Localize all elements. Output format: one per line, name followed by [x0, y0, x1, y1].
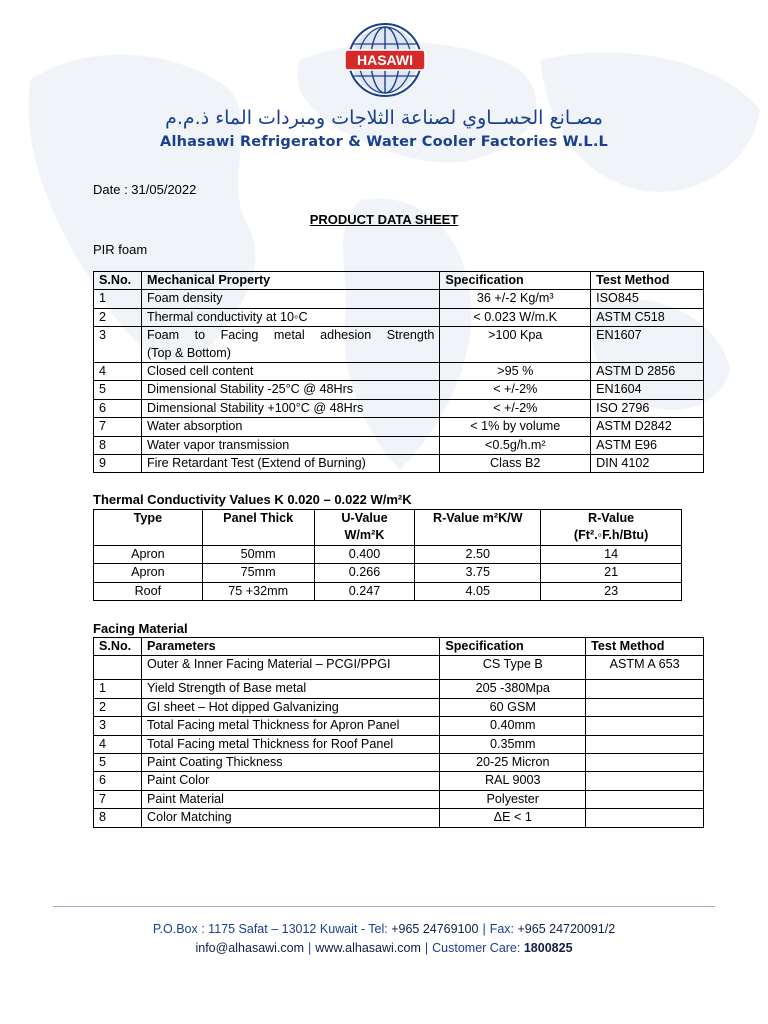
- cell-r: 2.50: [415, 545, 541, 563]
- table-row: [94, 327, 704, 363]
- cell-no: [94, 656, 142, 680]
- footer-separator: |: [424, 941, 429, 955]
- cell-property: Water vapor transmission: [141, 436, 439, 454]
- col-header: R-Value m²K/W: [415, 510, 541, 546]
- table-row: [94, 381, 704, 399]
- table-row: [94, 772, 704, 790]
- cell-param: Total Facing metal Thickness for Roof Panel: [141, 735, 439, 753]
- cell-method: [586, 754, 704, 772]
- footer-contact: [0, 922, 768, 936]
- footer-email-link[interactable]: info@alhasawi.com: [195, 941, 305, 955]
- col-header: Parameters: [141, 638, 439, 656]
- cell-no: 5: [94, 381, 142, 399]
- col-header: Specification: [440, 638, 586, 656]
- svg-text:HASAWI: HASAWI: [357, 52, 413, 68]
- cell-method: ASTM D2842: [591, 418, 704, 436]
- cell-method: [586, 790, 704, 808]
- col-header: S.No.: [94, 272, 142, 290]
- cell-method: ASTM C518: [591, 308, 704, 326]
- col-header: Specification: [440, 272, 591, 290]
- hasawi-logo: [343, 22, 427, 98]
- table-row: [94, 656, 704, 680]
- cell-thick: 75 +32mm: [202, 582, 314, 600]
- cell-spec: ΔE < 1: [440, 809, 586, 827]
- company-name-arabic: مصـانع الحســاوي لصناعة الثلاجات ومبردات الماء ذ.م.م: [165, 107, 603, 129]
- cell-rft: 23: [541, 582, 682, 600]
- page-title: PRODUCT DATA SHEET: [309, 212, 459, 227]
- table-row: [94, 790, 704, 808]
- footer-web: [0, 941, 768, 955]
- cell-no: 1: [94, 290, 142, 308]
- table-row: [94, 545, 682, 563]
- table-header-row: [94, 272, 704, 290]
- cell-property: Thermal conductivity at 10◦C: [141, 308, 439, 326]
- cell-method: [586, 735, 704, 753]
- cell-spec: < 0.023 W/m.K: [440, 308, 591, 326]
- cell-no: 3: [94, 717, 142, 735]
- table-row: [94, 363, 704, 381]
- cell-no: 4: [94, 363, 142, 381]
- cell-param: Paint Color: [141, 772, 439, 790]
- cell-rft: 21: [541, 564, 682, 582]
- cell-no: 4: [94, 735, 142, 753]
- table-row: [94, 582, 682, 600]
- cell-param: Outer & Inner Facing Material – PCGI/PPGI: [141, 656, 439, 680]
- cell-spec: <0.5g/h.m²: [440, 436, 591, 454]
- cell-param: Paint Coating Thickness: [141, 754, 439, 772]
- cell-method: DIN 4102: [591, 455, 704, 473]
- cell-thick: 50mm: [202, 545, 314, 563]
- cell-spec: 36 +/-2 Kg/m³: [440, 290, 591, 308]
- table-header-row: [94, 510, 682, 546]
- cell-method: ISO845: [591, 290, 704, 308]
- cell-property: Closed cell content: [141, 363, 439, 381]
- cell-property-line1: Foam to Facing metal adhesion Strength: [146, 328, 435, 343]
- cell-no: 8: [94, 809, 142, 827]
- cell-property: Foam density: [141, 290, 439, 308]
- cell-thick: 75mm: [202, 564, 314, 582]
- table-row: [94, 418, 704, 436]
- facing-heading: Facing Material: [93, 621, 188, 636]
- cell-param: GI sheet – Hot dipped Galvanizing: [141, 698, 439, 716]
- cell-param: Yield Strength of Base metal: [141, 680, 439, 698]
- cell-property: Dimensional Stability -25°C @ 48Hrs: [141, 381, 439, 399]
- cell-method: [586, 698, 704, 716]
- footer-divider: [53, 906, 715, 907]
- cell-param: Paint Material: [141, 790, 439, 808]
- cell-spec: Class B2: [440, 455, 591, 473]
- table-row: [94, 455, 704, 473]
- table-row: [94, 436, 704, 454]
- footer-separator: |: [482, 922, 486, 936]
- table-row: [94, 564, 682, 582]
- cell-no: 2: [94, 308, 142, 326]
- cell-spec: CS Type B: [440, 656, 586, 680]
- col-header: Test Method: [586, 638, 704, 656]
- cell-property: [141, 327, 439, 363]
- footer-care: 1800825: [523, 941, 573, 955]
- cell-spec: < +/-2%: [440, 381, 591, 399]
- cell-property: Dimensional Stability +100°C @ 48Hrs: [141, 399, 439, 417]
- pir-table: [93, 271, 704, 473]
- footer-fax-label: Fax:: [489, 922, 515, 936]
- footer-pobox: P.O.Box : 1175 Safat – 13012 Kuwait -: [152, 922, 366, 936]
- footer-separator: |: [308, 941, 312, 955]
- footer-tel-label: Tel:: [368, 922, 388, 936]
- cell-spec: RAL 9003: [440, 772, 586, 790]
- cell-spec: Polyester: [440, 790, 586, 808]
- cell-property: Water absorption: [141, 418, 439, 436]
- col-header-line2: (Ft².◦F.h/Btu): [573, 528, 649, 543]
- cell-spec: 0.35mm: [440, 735, 586, 753]
- table-header-row: [94, 638, 704, 656]
- col-header-line1: U-Value: [341, 511, 388, 525]
- cell-type: Apron: [94, 545, 203, 563]
- cell-method: ASTM E96: [591, 436, 704, 454]
- cell-no: 8: [94, 436, 142, 454]
- col-header: [314, 510, 415, 546]
- cell-r: 4.05: [415, 582, 541, 600]
- cell-param: Color Matching: [141, 809, 439, 827]
- cell-method: EN1604: [591, 381, 704, 399]
- col-header: S.No.: [94, 638, 142, 656]
- col-header-line2: W/m²K: [344, 528, 385, 543]
- cell-method: [586, 809, 704, 827]
- cell-rft: 14: [541, 545, 682, 563]
- cell-no: 5: [94, 754, 142, 772]
- cell-spec: >95 %: [440, 363, 591, 381]
- cell-method: [586, 772, 704, 790]
- cell-param: Total Facing metal Thickness for Apron Panel: [141, 717, 439, 735]
- table-row: [94, 290, 704, 308]
- col-header: Panel Thick: [202, 510, 314, 546]
- footer-fax: +965 24720091/2: [517, 922, 616, 936]
- col-header: Type: [94, 510, 203, 546]
- table-row: [94, 698, 704, 716]
- cell-type: Apron: [94, 564, 203, 582]
- pir-heading: PIR foam: [93, 242, 148, 257]
- cell-spec: >100 Kpa: [440, 327, 591, 363]
- facing-table: [93, 637, 704, 828]
- company-name: Alhasawi Refrigerator & Water Cooler Factories W.L.L: [160, 134, 608, 150]
- cell-property: Fire Retardant Test (Extend of Burning): [141, 455, 439, 473]
- table-row: [94, 735, 704, 753]
- thermal-table: [93, 509, 682, 601]
- cell-no: 2: [94, 698, 142, 716]
- cell-type: Roof: [94, 582, 203, 600]
- cell-no: 7: [94, 418, 142, 436]
- cell-spec: 60 GSM: [440, 698, 586, 716]
- cell-u: 0.400: [314, 545, 415, 563]
- col-header: Mechanical Property: [141, 272, 439, 290]
- footer-website-link[interactable]: www.alhasawi.com: [315, 941, 421, 955]
- col-header-line1: R-Value: [587, 511, 635, 525]
- col-header: [541, 510, 682, 546]
- table-row: [94, 754, 704, 772]
- cell-spec: 0.40mm: [440, 717, 586, 735]
- cell-no: 3: [94, 327, 142, 363]
- cell-no: 6: [94, 399, 142, 417]
- cell-no: 1: [94, 680, 142, 698]
- cell-spec: 20-25 Micron: [440, 754, 586, 772]
- cell-method: ASTM D 2856: [591, 363, 704, 381]
- cell-r: 3.75: [415, 564, 541, 582]
- cell-method: EN1607: [591, 327, 704, 363]
- table-row: [94, 680, 704, 698]
- table-row: [94, 308, 704, 326]
- cell-property-line2: (Top & Bottom): [146, 345, 231, 360]
- document-date: Date : 31/05/2022: [93, 182, 197, 197]
- footer-care-label: Customer Care:: [432, 941, 521, 955]
- cell-no: 9: [94, 455, 142, 473]
- thermal-heading: Thermal Conductivity Values K 0.020 – 0.022 W/m²K: [93, 492, 412, 507]
- cell-method: ASTM A 653: [586, 656, 704, 680]
- cell-spec: < 1% by volume: [440, 418, 591, 436]
- cell-method: [586, 717, 704, 735]
- cell-no: 7: [94, 790, 142, 808]
- cell-no: 6: [94, 772, 142, 790]
- table-row: [94, 809, 704, 827]
- table-row: [94, 399, 704, 417]
- table-row: [94, 717, 704, 735]
- cell-method: ISO 2796: [591, 399, 704, 417]
- cell-method: [586, 680, 704, 698]
- cell-spec: 205 -380Mpa: [440, 680, 586, 698]
- col-header: Test Method: [591, 272, 704, 290]
- footer-tel: +965 24769100: [391, 922, 479, 936]
- cell-u: 0.266: [314, 564, 415, 582]
- cell-u: 0.247: [314, 582, 415, 600]
- cell-spec: < +/-2%: [440, 399, 591, 417]
